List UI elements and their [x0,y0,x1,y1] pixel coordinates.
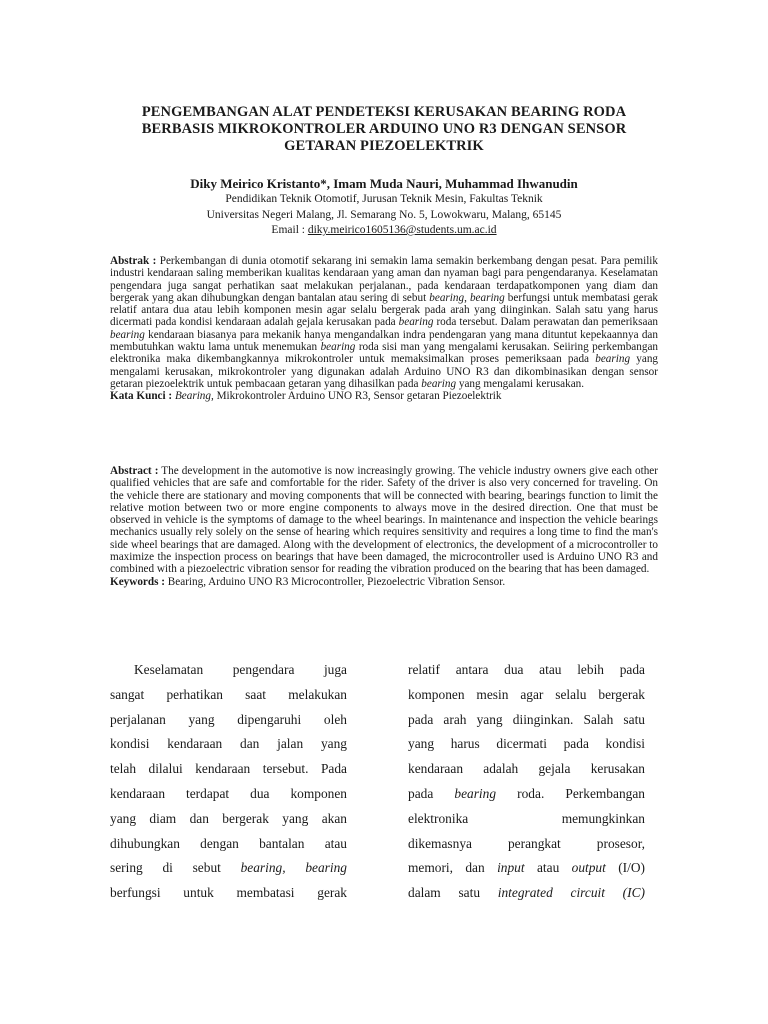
abstrak-text: yang mengalami kerusakan, mikrokontroler yang digunakan adalah Arduino UNO R3 dan dikombinasikan dengan sensor getaran piezoelektrik untuk pembacaan getaran yang dihasilkan pada [110,353,659,390]
body-italic: bearing [454,785,497,801]
body-text: roda. Perkembangan [496,785,645,801]
abstrak-italic: bearing [110,328,145,341]
kata-kunci-italic: Bearing, [174,390,214,403]
body-line: kendaraan adalah gejala kerusakan [408,761,645,777]
body-line: yang harus dicermati pada kondisi [408,736,645,752]
body-line [110,658,347,683]
body-line: sangat perhatikan saat melakukan [110,686,347,702]
body-italic: bearing, [240,860,286,876]
body-line: elektronika memungkinkan [408,810,645,826]
keywords-label: Keywords : [110,575,165,588]
abstrak-italic: bearing [429,291,465,304]
body-line [408,881,645,906]
body-line [408,856,645,881]
body-line: komponen mesin agar selalu bergerak [408,686,645,702]
abstrak-label: Abstrak : [110,255,157,267]
body-line: yang diam dan bergerak yang akan [110,810,347,826]
body-line: berfungsi untuk membatasi gerak [110,885,347,901]
body-line: kendaraan terdapat dua komponen [110,785,347,801]
affiliation [100,192,668,239]
body-text: (I/O) [605,860,645,876]
email-label: Email : [271,224,308,236]
abstrak-italic: bearing [398,316,434,329]
title-line: BERBASIS MIKROKONTROLER ARDUINO UNO R3 DENGAN SENSOR [141,121,627,137]
body-text: Keselamatan pengendara juga [134,662,347,677]
kata-kunci-text: Mikrokontroler Arduino UNO R3, Sensor getaran Piezoelektrik [213,390,502,403]
abstrak-italic: bearing [320,341,356,354]
abstrak-text: kendaraan biasanya para mekanik hanya mengandalkan indra pendengaran yang mana dituntut kepekaannya dan membutuhkan waktu lama untuk menemukan [110,328,658,354]
title-line: PENGEMBANGAN ALAT PENDETEKSI KERUSAKAN BEARING RODA [141,104,627,120]
abstrak-italic: bearing [421,377,457,390]
paper-title [100,104,668,155]
kata-kunci-label: Kata Kunci : [110,390,173,403]
body-line: dihubungkan dengan bantalan atau [110,835,347,851]
abstrak-text: roda sisi man yang mengalami kerusakan. Seiiring perkembangan elektronika maka dikembangkannya mikrokontroler untuk memaksimalkan proses pemeriksaan pada [110,341,658,366]
body-text: memori, dan [408,860,498,876]
abstract-text: The development in the automotive is now increasingly growing. The vehicle industry owners give each other qualified vehicles that are safe and comfortable for the rider. Safety of the driver is also very concerned for traveling. On the vehicle there are stationary and moving components that will be connected with bearing, bearings function to limit the relative motion between two or more engine components to always move in the desired direction. One that must be observed in vehicle is the symptoms of damage to the wheel bearings. In maintenance and inspection the vehicle bearings mechanics usually rely solely on the sense of hearing which requires sensitivity and requires a long time to find the man's side wheel bearings that are damaged. Along with the development of electronics, the development of a microcontroller to maximize the inspection process on bearings that have been damaged, the microcontroller used is Arduino UNO R3 and combined with a piezoelectric vibration sensor for reading the vibration produced on the bearing that has been damaged. [110,465,658,576]
body-text: atau [524,860,572,876]
body-text [286,860,306,875]
affiliation-university: Universitas Negeri Malang, Jl. Semarang No. 5, Lowokwaru, Malang, 65145 [206,208,562,221]
affiliation-email-line [100,223,668,239]
abstrak-italic: bearing [469,291,505,304]
abstract-label: Abstract : [110,465,159,477]
body-text: pada [408,785,455,801]
body-column-right [408,658,645,906]
abstrak-text: roda tersebut. Dalam perawatan dan pemeriksaan [433,316,659,329]
body-line: dikemasnya perangkat prosesor, [408,835,645,851]
keywords-text: Bearing, Arduino UNO R3 Microcontroller, Piezoelectric Vibration Sensor. [165,575,506,588]
abstrak-italic: bearing [595,353,631,366]
body-line [110,856,347,881]
body-line: telah dilalui kendaraan tersebut. Pada [110,761,347,777]
abstrak-text: yang mengalami kerusakan. [456,377,585,390]
keywords [110,576,658,588]
title-line: GETARAN PIEZOELEKTRIK [284,138,484,154]
author-list: Diky Meirico Kristanto*, Imam Muda Nauri, Muhammad Ihwanudin [190,176,578,191]
body-line: relatif antara dua atau lebih pada [408,662,645,677]
abstrak-text: berfungsi untuk membatasi gerak relatif antara dua atau lebih komponen mesin agar selalu bergerak pada arah yang diinginkan. Salah satu yang harus dicermati pada kondisi kendaraan adalah gejala kerusakan pada [110,291,659,329]
body-text: dalam satu [408,885,498,901]
email-link[interactable]: diky.meirico1605136@students.um.ac.id [307,224,497,236]
abstrak-section [110,255,658,403]
body-line [408,782,645,807]
abstract-en-section [110,465,658,588]
body-text: sering di sebut [110,860,241,876]
body-line: kondisi kendaraan dan jalan yang [110,736,347,752]
abstrak-text: , [464,291,470,304]
kata-kunci [110,390,658,402]
body-column-left [110,658,347,906]
body-italic: output [571,860,606,876]
abstrak-text: Perkembangan di dunia otomotif sekarang ini semakin lama semakin berkembang dengan pesat. Para pemilik industri kendaraan saling memberikan kualitas kendaraan yang aman dan nyaman bagi para pengendaranya. Keselamatan pengendara juga sangat perhatikan saat melakukan perjalanan., pada kendaraan terdapatkomponen yang diam dan bergerak yang akan dihubungkan dengan bantalan atau sering di sebut [110,255,659,304]
body-line: perjalanan yang dipengaruhi oleh [110,711,347,727]
body-italic: integrated circuit (IC) [497,885,645,901]
body-italic: input [497,860,525,876]
affiliation-dept: Pendidikan Teknik Otomotif, Jurusan Teknik Mesin, Fakultas Teknik [225,193,543,205]
body-italic: bearing [305,860,347,876]
body-line: pada arah yang diinginkan. Salah satu [408,711,645,727]
